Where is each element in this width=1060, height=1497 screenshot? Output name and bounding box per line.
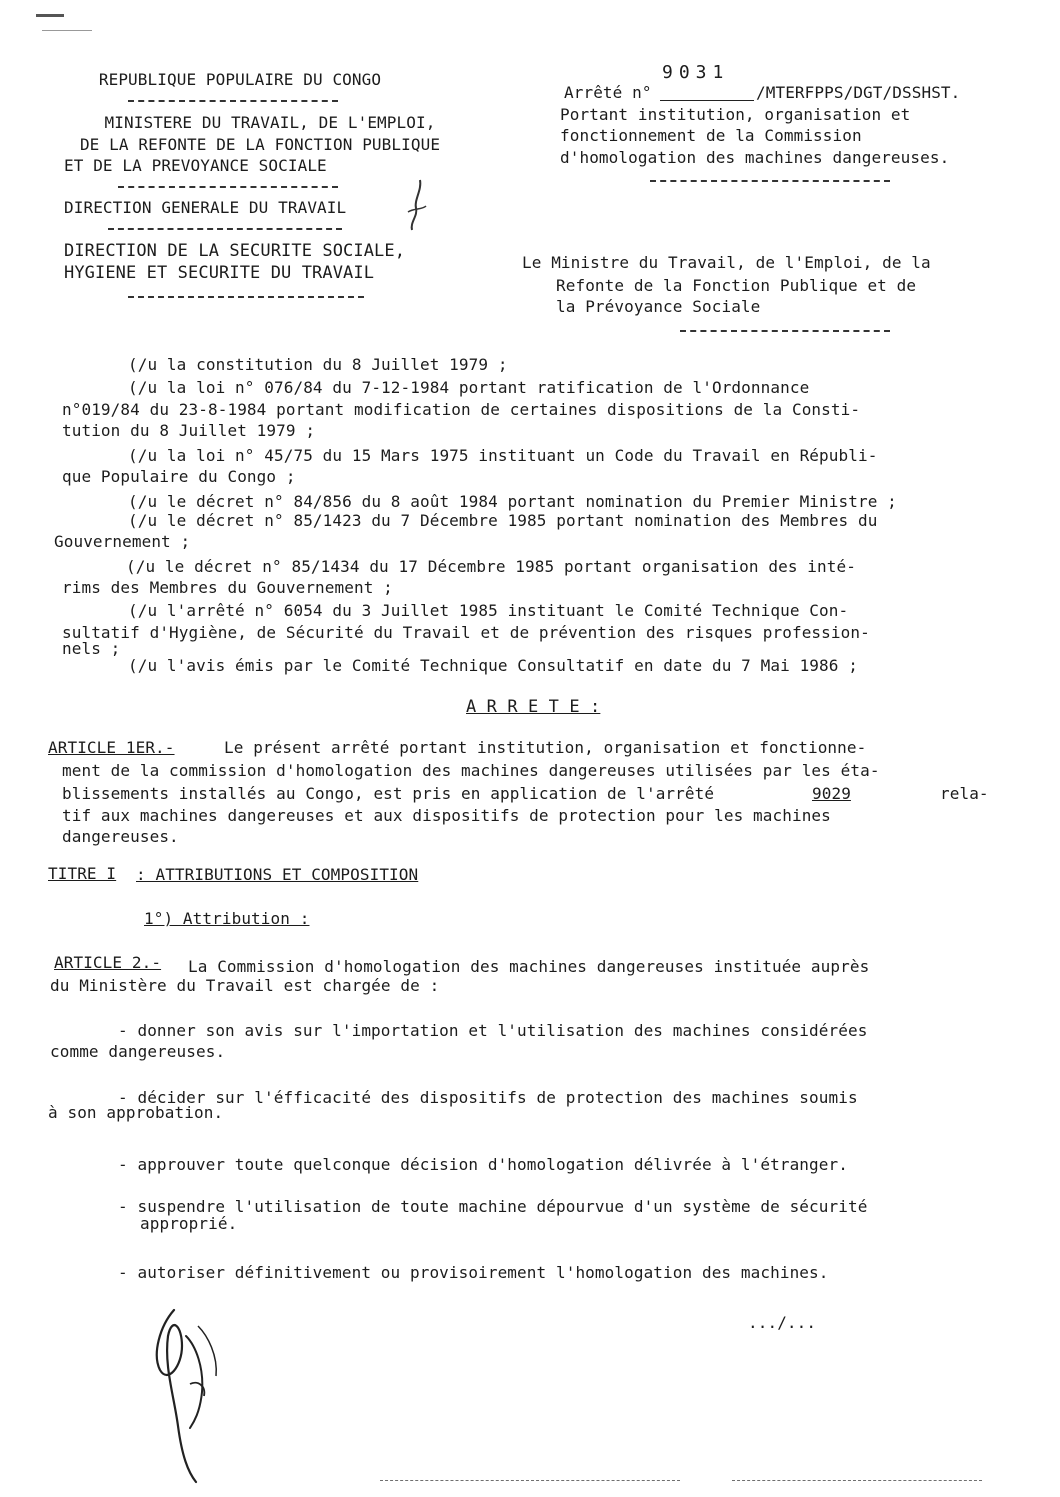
- object-line-3: d'homologation des machines dangereuses.: [560, 148, 950, 167]
- minister-line-1: Le Ministre du Travail, de l'Emploi, de la: [522, 253, 931, 272]
- bottom-separator: [732, 1480, 982, 1481]
- titre-1-text: : ATTRIBUTIONS ET COMPOSITION: [136, 865, 419, 884]
- scan-mark: [42, 30, 92, 31]
- visa-line: Gouvernement ;: [54, 532, 191, 551]
- article-1-line: tif aux machines dangereuses et aux dispositifs de protection pour les machines: [62, 806, 831, 825]
- visa-line: nels ;: [62, 639, 121, 658]
- ministry-line-3: ET DE LA PREVOYANCE SOCIALE: [64, 156, 327, 175]
- directorate-line-2: HYGIENE ET SECURITE DU TRAVAIL: [64, 263, 375, 283]
- visa-line: rims des Membres du Gouvernement ;: [62, 578, 393, 597]
- scan-mark: [36, 14, 64, 17]
- directorate-line-1: DIRECTION DE LA SECURITE SOCIALE,: [64, 241, 406, 261]
- article-2-line: La Commission d'homologation des machines dangereuses instituée auprès: [188, 957, 870, 976]
- visa-line: sultatif d'Hygiène, de Sécurité du Travail et de prévention des risques profession-: [62, 623, 870, 642]
- duty-line: - donner son avis sur l'importation et l'utilisation des machines considérées: [118, 1021, 868, 1040]
- continuation-mark: .../...: [748, 1313, 817, 1332]
- visa-line: (/u la constitution du 8 Juillet 1979 ;: [128, 355, 508, 374]
- object-line-2: fonctionnement de la Commission: [560, 126, 862, 145]
- initials-mark: [402, 178, 432, 232]
- arrete-number: 9031: [662, 62, 730, 83]
- ministry-line-2: DE LA REFONTE DE LA FONCTION PUBLIQUE: [79, 135, 441, 154]
- duty-line: à son approbation.: [48, 1103, 224, 1122]
- duty-line: - décider sur l'éfficacité des dispositifs de protection des machines soumis: [118, 1088, 858, 1107]
- titre-1-label: TITRE I: [48, 864, 117, 883]
- article-1-line: dangereuses.: [62, 827, 179, 846]
- article-1-line: rela-: [940, 784, 989, 803]
- arrete-heading: A R R E T E :: [466, 697, 601, 717]
- object-line-1: Portant institution, organisation et: [560, 105, 911, 124]
- minister-line-2: Refonte de la Fonction Publique et de: [556, 276, 917, 295]
- arrete-label: Arrêté n°: [564, 83, 652, 102]
- arrete-reference: /MTERFPPS/DGT/DSSHST.: [756, 83, 961, 102]
- visa-line: (/u la loi n° 45/75 du 15 Mars 1975 instituant un Code du Travail en Républi-: [128, 446, 878, 465]
- separator: [650, 180, 890, 182]
- separator: [128, 100, 338, 102]
- duty-line: - approuver toute quelconque décision d'homologation délivrée à l'étranger.: [118, 1155, 848, 1174]
- visa-line: (/u la loi n° 076/84 du 7-12-1984 portant ratification de l'Ordonnance: [128, 378, 810, 397]
- signature: [138, 1296, 248, 1486]
- duty-line: - autoriser définitivement ou provisoirement l'homologation des machines.: [118, 1263, 829, 1282]
- article-1-line: ment de la commission d'homologation des machines dangereuses utilisées par les éta-: [62, 761, 880, 780]
- separator: [128, 296, 364, 298]
- separator: [680, 330, 890, 332]
- article-2-label: ARTICLE 2.-: [54, 953, 162, 972]
- republic-name: REPUBLIQUE POPULAIRE DU CONGO: [98, 70, 382, 89]
- visa-line: (/u le décret n° 85/1434 du 17 Décembre 1985 portant organisation des inté-: [126, 557, 856, 576]
- duty-line: approprié.: [140, 1214, 238, 1233]
- visa-line: (/u le décret n° 84/856 du 8 août 1984 portant nomination du Premier Ministre ;: [128, 492, 897, 511]
- duty-line: comme dangereuses.: [50, 1042, 226, 1061]
- visa-line: tution du 8 Juillet 1979 ;: [62, 421, 316, 440]
- separator: [118, 186, 338, 188]
- article-1-ref-number: 9029: [812, 784, 851, 803]
- article-2-line: du Ministère du Travail est chargée de :: [50, 976, 440, 995]
- visa-line: n°019/84 du 23-8-1984 portant modification de certaines dispositions de la Consti-: [62, 400, 861, 419]
- number-blank: [660, 100, 754, 101]
- article-1-line: blissements installés au Congo, est pris en application de l'arrêté: [62, 784, 715, 803]
- visa-line: (/u le décret n° 85/1423 du 7 Décembre 1985 portant nomination des Membres du: [128, 511, 878, 530]
- ministry-line-1: MINISTERE DU TRAVAIL, DE L'EMPLOI,: [104, 113, 436, 132]
- article-1-line: Le présent arrêté portant institution, organisation et fonctionne-: [224, 738, 867, 757]
- duty-line: - suspendre l'utilisation de toute machine dépourvue d'un système de sécurité: [118, 1197, 868, 1216]
- minister-line-3: la Prévoyance Sociale: [556, 297, 761, 316]
- directorate-general: DIRECTION GENERALE DU TRAVAIL: [64, 198, 347, 217]
- separator: [108, 228, 342, 230]
- section-attribution: 1°) Attribution :: [144, 909, 310, 928]
- article-1-label: ARTICLE 1ER.-: [48, 738, 175, 757]
- bottom-separator: [380, 1480, 680, 1481]
- visa-line: (/u l'arrêté n° 6054 du 3 Juillet 1985 instituant le Comité Technique Con-: [128, 601, 849, 620]
- visa-line: que Populaire du Congo ;: [62, 467, 296, 486]
- visa-line: (/u l'avis émis par le Comité Technique Consultatif en date du 7 Mai 1986 ;: [128, 656, 858, 675]
